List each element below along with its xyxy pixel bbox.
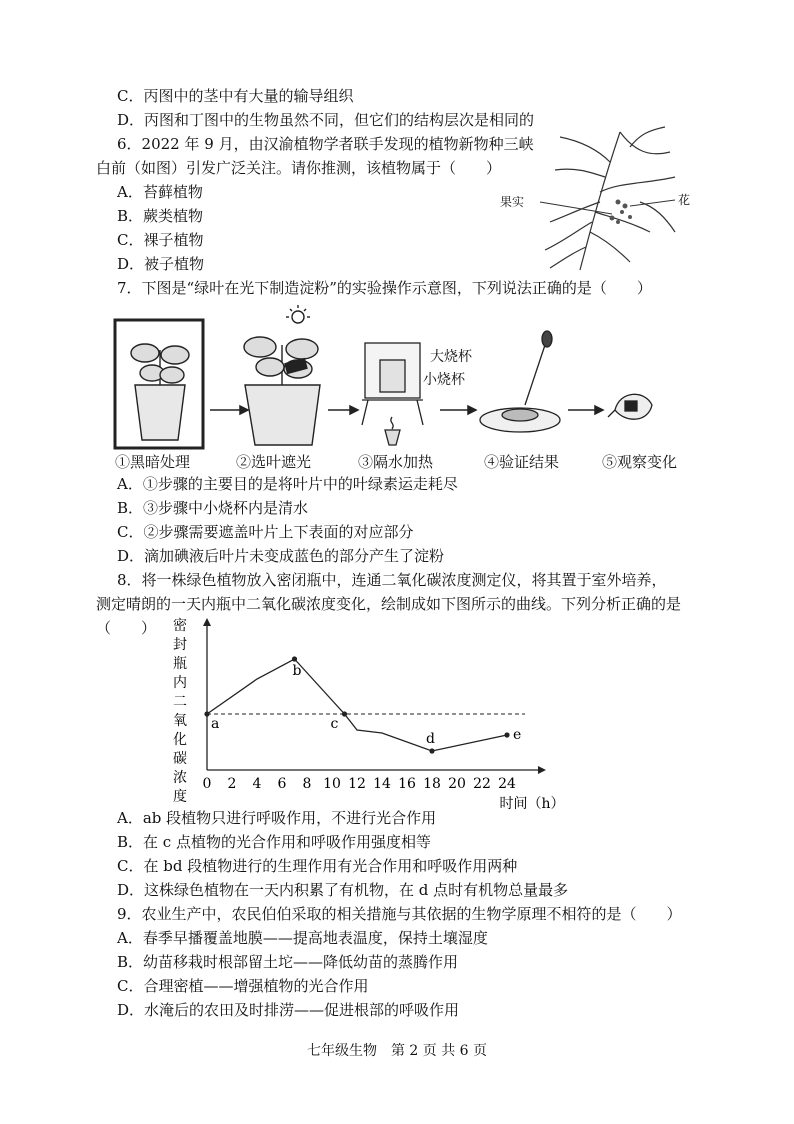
co2-chart — [170, 612, 570, 812]
step-label-3: ③隔水加热 — [358, 453, 434, 471]
data-point-d — [429, 748, 434, 753]
y-axis-label-char: 二 — [173, 694, 187, 710]
plant-label-flower: 花 — [678, 193, 691, 207]
step-label-2: ②选叶遮光 — [236, 453, 312, 471]
x-tick-label: 2 — [227, 776, 237, 792]
step-label-4: ④验证结果 — [484, 453, 560, 471]
q9-stem: 9．农业生产中，农民伯伯采取的相关措施与其依据的生物学原理不相符的是（ ） — [117, 905, 682, 923]
data-label-c: c — [330, 716, 339, 732]
step-label-5: ⑤观察变化 — [602, 453, 678, 471]
q6-option-a: A．苔藓植物 — [117, 183, 203, 201]
q6-option-c: C．裸子植物 — [117, 231, 204, 249]
y-axis-label-char: 封 — [173, 637, 187, 653]
x-tick-label: 4 — [252, 776, 262, 792]
data-label-e: e — [513, 727, 522, 743]
q9-option-a: A．春季早播覆盖地膜——提高地表温度，保持土壤湿度 — [117, 929, 488, 947]
y-axis-label-char: 瓶 — [173, 656, 187, 672]
data-point-e — [504, 732, 509, 737]
q7-option-a: A．①步骤的主要目的是将叶片中的叶绿素运走耗尽 — [117, 475, 458, 493]
x-tick-label: 22 — [473, 776, 491, 792]
y-axis-label-char: 度 — [173, 789, 187, 805]
q8-stem-line3: （ ） — [96, 619, 157, 637]
data-label-a: a — [211, 716, 220, 732]
y-axis-label-char: 内 — [173, 675, 187, 691]
q7-option-d: D．滴加碘液后叶片未变成蓝色的部分产生了淀粉 — [117, 547, 445, 565]
q8-stem-line2: 测定晴朗的一天内瓶中二氧化碳浓度变化，绘制成如下图所示的曲线。下列分析正确的是 — [96, 595, 682, 613]
x-tick-label: 10 — [323, 776, 341, 792]
plant-label-fruit: 果实 — [500, 195, 525, 209]
q7-stem: 7．下图是“绿叶在光下制造淀粉”的实验操作示意图，下列说法正确的是（ ） — [117, 279, 652, 297]
q8-option-b: B．在 c 点植物的光合作用和呼吸作用强度相等 — [117, 833, 431, 851]
q6-option-d: D．被子植物 — [117, 255, 205, 273]
data-point-b — [292, 656, 297, 661]
y-axis-label-char: 密 — [173, 618, 187, 634]
q6-stem-line1: 6．2022 年 9 月，由汉渝植物学者联手发现的植物新物种三峡 — [117, 135, 534, 153]
x-tick-label: 8 — [302, 776, 312, 792]
label-small-beaker: 小烧杯 — [423, 372, 465, 388]
q8-option-c: C．在 bd 段植物进行的生理作用有光合作用和呼吸作用两种 — [117, 857, 518, 875]
q6-option-b: B．蕨类植物 — [117, 207, 204, 225]
x-tick-label: 6 — [277, 776, 287, 792]
x-axis-arrow — [538, 766, 546, 774]
x-axis-label: 时间（h） — [499, 796, 565, 812]
experiment-figure — [100, 305, 680, 455]
x-tick-label: 24 — [498, 776, 516, 792]
q8-option-a: A．ab 段植物只进行呼吸作用，不进行光合作用 — [117, 809, 437, 827]
y-axis-label-char: 碳 — [173, 751, 187, 767]
q7-option-b: B．③步骤中小烧杯内是清水 — [117, 499, 309, 517]
x-tick-label: 16 — [398, 776, 416, 792]
x-tick-label: 0 — [202, 776, 212, 792]
data-point-c — [342, 711, 347, 716]
q8-option-d: D．这株绿色植物在一天内积累了有机物，在 d 点时有机物总量最多 — [117, 881, 569, 899]
q9-option-d: D．水淹后的农田及时排涝——促进根部的呼吸作用 — [117, 1001, 460, 1019]
y-axis-label-char: 化 — [173, 732, 187, 748]
label-large-beaker: 大烧杯 — [430, 349, 472, 365]
step4-dish — [480, 331, 560, 432]
y-axis-label-char: 氧 — [173, 713, 187, 729]
q7-option-c: C．②步骤需要遮盖叶片上下表面的对应部分 — [117, 523, 414, 541]
page-footer: 七年级生物 第 2 页 共 6 页 — [306, 1043, 488, 1059]
x-tick-label: 12 — [348, 776, 366, 792]
q8-stem-line1: 8．将一株绿色植物放入密闭瓶中，连通二氧化碳浓度测定仪，将其置于室外培养， — [117, 571, 667, 589]
y-axis-label-char: 浓 — [173, 770, 187, 786]
co2-series-line — [207, 659, 507, 751]
x-tick-label: 18 — [423, 776, 441, 792]
step3-beakers — [362, 343, 423, 445]
step-label-1: ①黑暗处理 — [115, 453, 191, 471]
step1-dark-box — [115, 320, 203, 448]
data-point-a — [204, 711, 209, 716]
x-tick-label: 14 — [373, 776, 391, 792]
x-tick-label: 20 — [448, 776, 466, 792]
q9-option-b: B．幼苗移栽时根部留土坨——降低幼苗的蒸腾作用 — [117, 953, 459, 971]
q9-option-c: C．合理密植——增强植物的光合作用 — [117, 977, 369, 995]
y-axis-arrow — [203, 618, 211, 626]
step5-leaf — [608, 394, 652, 419]
option-d-prev: D．丙图和丁图中的生物虽然不同，但它们的结构层次是相同的 — [117, 111, 535, 129]
q6-stem-line2: 白前（如图）引发广泛关注。请你推测，该植物属于（ ） — [96, 159, 502, 177]
option-c-prev: C．丙图中的茎中有大量的输导组织 — [117, 87, 354, 105]
plant-figure — [500, 122, 700, 272]
data-label-d: d — [426, 731, 435, 747]
step2-pot — [244, 305, 320, 445]
data-label-b: b — [292, 663, 302, 679]
